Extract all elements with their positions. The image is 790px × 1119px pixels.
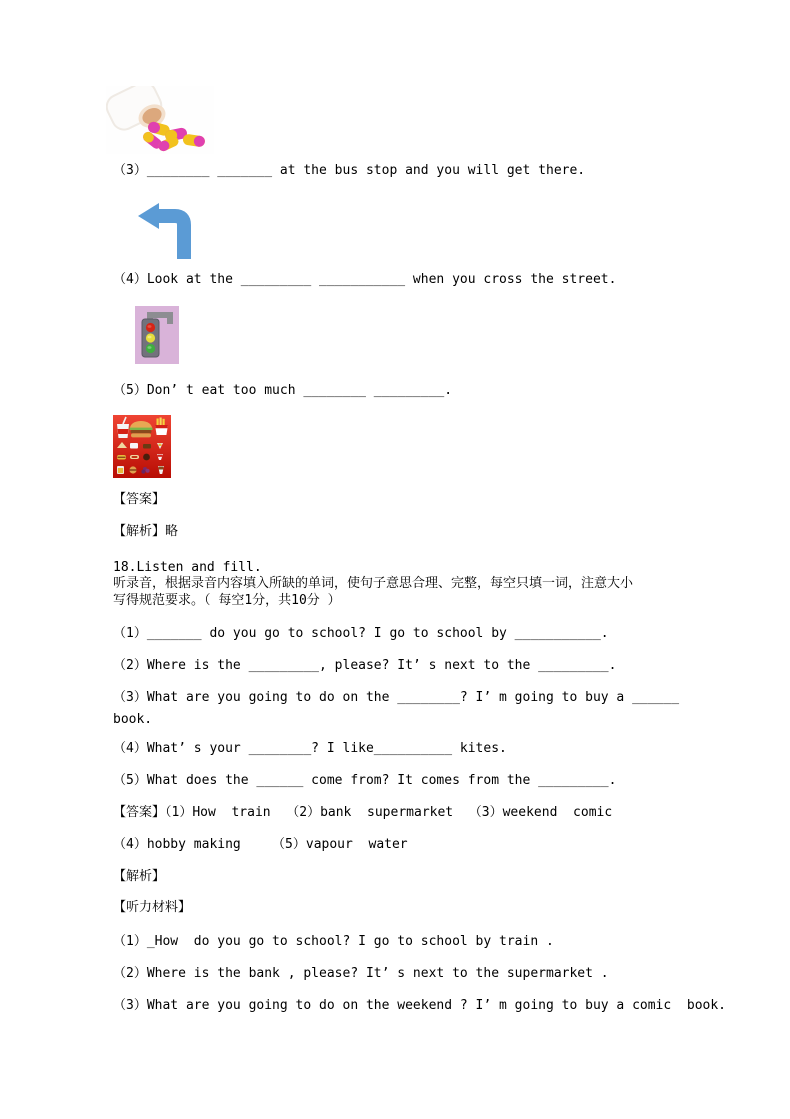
instruction-line-1: 听录音，根据录音内容填入所缺的单词，使句子意思合理、完整，每空只填一词，注意大小 (113, 576, 634, 591)
fast-food-image (113, 415, 171, 478)
script-line-3: （3）What are you going to do on the weekend ? I’ m going to buy a comic book. (113, 998, 726, 1013)
script-line-2: （2）Where is the bank , please? It’ s next to the supermarket . (113, 966, 609, 981)
instruction-line-2: 写得规范要求。（ 每空1分，共10分 ） (113, 593, 341, 608)
answer-label-17: 【答案】 (113, 492, 166, 507)
listening-material-label: 【听力材料】 (113, 900, 192, 915)
question-18-5: （5）What does the ______ come from? It comes from the _________. (113, 773, 617, 788)
question-17-3: （3）________ _______ at the bus stop and you will get there. (113, 163, 586, 178)
question-17-5: （5）Don’ t eat too much ________ _________. (113, 383, 453, 398)
question-17-4: （4）Look at the _________ ___________ when you cross the street. (113, 272, 617, 287)
question-18-2: （2）Where is the _________, please? It’ s next to the _________. (113, 658, 617, 673)
script-line-1: （1）_How do you go to school? I go to school by train . (113, 934, 554, 949)
answers-18-line-1: 【答案】（1）How train （2）bank supermarket （3）weekend comic (113, 805, 613, 820)
hamburger-icon (130, 421, 153, 437)
turn-left-arrow-icon (138, 203, 184, 259)
question-18-4: （4）What’ s your ________? I like__________ kites. (113, 741, 507, 756)
analysis-17: 【解析】略 (113, 524, 179, 539)
pills-image (106, 86, 214, 154)
question-18-3-continued: book. (113, 712, 153, 727)
analysis-label-18: 【解析】 (113, 869, 166, 884)
question-18-3: （3）What are you going to do on the ________? I’ m going to buy a ______ (113, 690, 680, 705)
turn-left-arrow-image (138, 201, 200, 259)
answers-18-line-2: （4）hobby making （5）vapour water (113, 837, 408, 852)
traffic-light-image (135, 306, 179, 364)
question-18-1: （1）_______ do you go to school? I go to school by ___________. (113, 626, 609, 641)
section-18-title: 18.Listen and fill. (113, 560, 262, 575)
